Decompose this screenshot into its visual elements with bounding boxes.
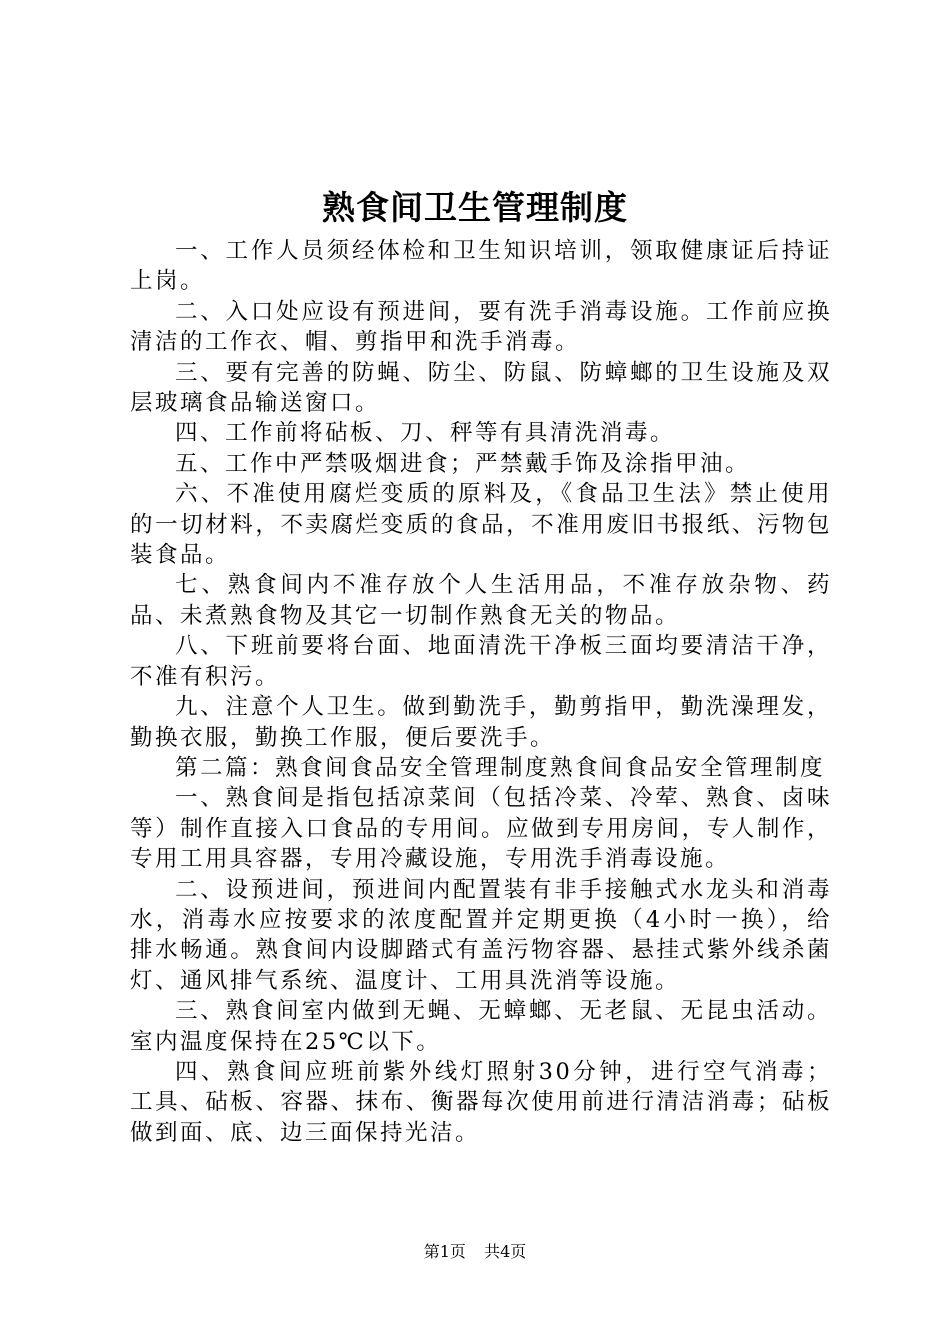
- paragraph: 一、工作人员须经体检和卫生知识培训，领取健康证后持证上岗。: [130, 238, 832, 295]
- paragraph: 三、要有完善的防蝇、防尘、防鼠、防蟑螂的卫生设施及双层玻璃食品输送窗口。: [130, 359, 832, 417]
- paragraph: 八、下班前要将台面、地面清洗干净板三面均要清洁干净，不准有积污。: [130, 633, 832, 690]
- paragraph: 六、不准使用腐烂变质的原料及，《食品卫生法》禁止使用的一切材料，不卖腐烂变质的食品，不准用废旧书报纸、污物包装食品。: [130, 481, 832, 569]
- paragraph: 一、熟食间是指包括凉菜间（包括冷菜、冷荤、熟食、卤味等）制作直接入口食品的专用间。应做到专用房间，专人制作，专用工用具容器，专用冷藏设施，专用洗手消毒设施。: [130, 785, 832, 873]
- paragraph: 九、注意个人卫生。做到勤洗手，勤剪指甲，勤洗澡理发，勤换衣服，勤换工作服，便后要洗手。: [130, 694, 832, 751]
- paragraph: 四、熟食间应班前紫外线灯照射30分钟，进行空气消毒；工具、砧板、容器、抹布、衡器每次使用前进行清洁消毒；砧板做到面、底、边三面保持光洁。: [130, 1058, 832, 1146]
- page-number: 第1页: [423, 1242, 466, 1261]
- paragraph: 五、工作中严禁吸烟进食；严禁戴手饰及涂指甲油。: [175, 450, 751, 477]
- paragraph: 三、熟食间室内做到无蝇、无蟑螂、无老鼠、无昆虫活动。室内温度保持在25℃以下。: [130, 998, 832, 1055]
- page-footer: [0, 1240, 950, 1264]
- page-total: 共4页: [484, 1242, 527, 1261]
- document-body: [130, 236, 832, 1148]
- document-title: 熟食间卫生管理制度: [322, 188, 628, 227]
- paragraph: 七、熟食间内不准存放个人生活用品，不准存放杂物、药品、未煮熟食物及其它一切制作熟食无关的物品。: [130, 572, 832, 629]
- paragraph: 四、工作前将砧板、刀、秤等有具清洗消毒。: [175, 420, 676, 447]
- section-heading: 第二篇：熟食间食品安全管理制度熟食间食品安全管理制度: [175, 754, 826, 781]
- paragraph: 二、入口处应设有预进间，要有洗手消毒设施。工作前应换清洁的工作衣、帽、剪指甲和洗手消毒。: [130, 298, 832, 356]
- paragraph: 二、设预进间，预进间内配置装有非手接触式水龙头和消毒水，消毒水应按要求的浓度配置并定期更换（4小时一换），给排水畅通。熟食间内设脚踏式有盖污物容器、悬挂式紫外线杀菌灯、通风排气系统、温度计、工用具洗消等设施。: [130, 876, 832, 994]
